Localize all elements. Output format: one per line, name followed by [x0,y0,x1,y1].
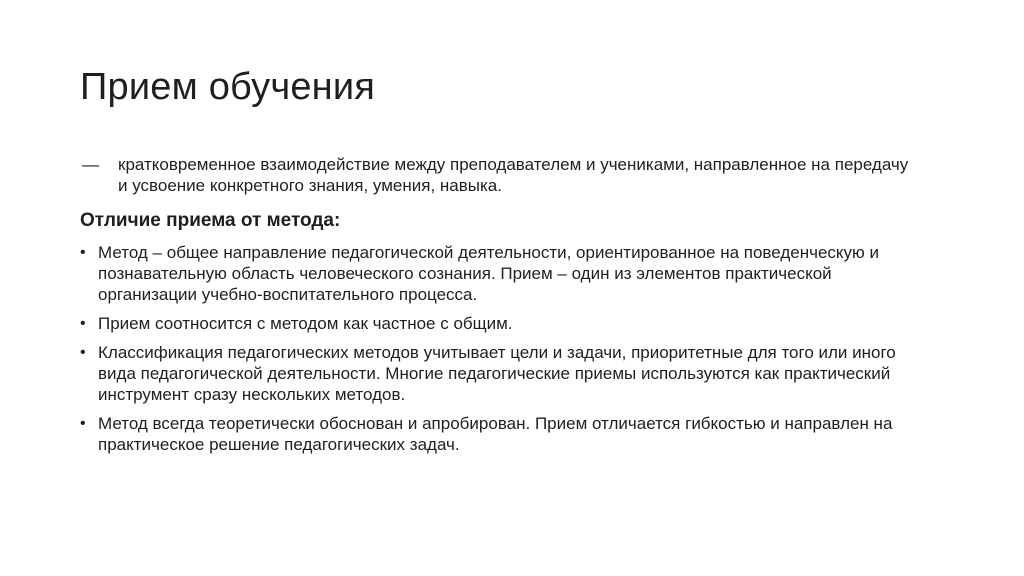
slide-title: Прием обучения [80,66,376,108]
bullet-list [80,242,920,455]
bullet-text: Прием соотносится с методом как частное с общим. [98,314,513,333]
slide-content [80,154,920,463]
list-item [80,413,920,455]
bullet-icon: • [80,344,86,361]
definition-dash: — [82,155,99,174]
definition [80,154,920,196]
bullet-text: Метод всегда теоретически обоснован и апробирован. Прием отличается гибкостью и направлен на практическое решение педагогических задач. [98,414,893,454]
subheading: Отличие приема от метода: [80,210,341,231]
list-item [80,342,920,405]
list-item [80,313,920,334]
list-item [80,242,920,305]
bullet-icon: • [80,415,86,432]
bullet-icon: • [80,315,86,332]
definition-text: кратковременное взаимодействие между преподавателем и учениками, направленное на передачу и усвоение конкретного знания, умения, навыка. [118,155,909,195]
bullet-text: Метод – общее направление педагогической деятельности, ориентированное на поведенческую и познавательную область человеческого сознания. Прием – один из элементов практической организации учебно-воспитательного процесса. [98,243,880,304]
bullet-text: Классификация педагогических методов учитывает цели и задачи, приоритетные для того или иного вида педагогической деятельности. Многие педагогические приемы используются как практический инструмент сразу нескольких методов. [98,343,896,404]
bullet-icon: • [80,244,86,261]
